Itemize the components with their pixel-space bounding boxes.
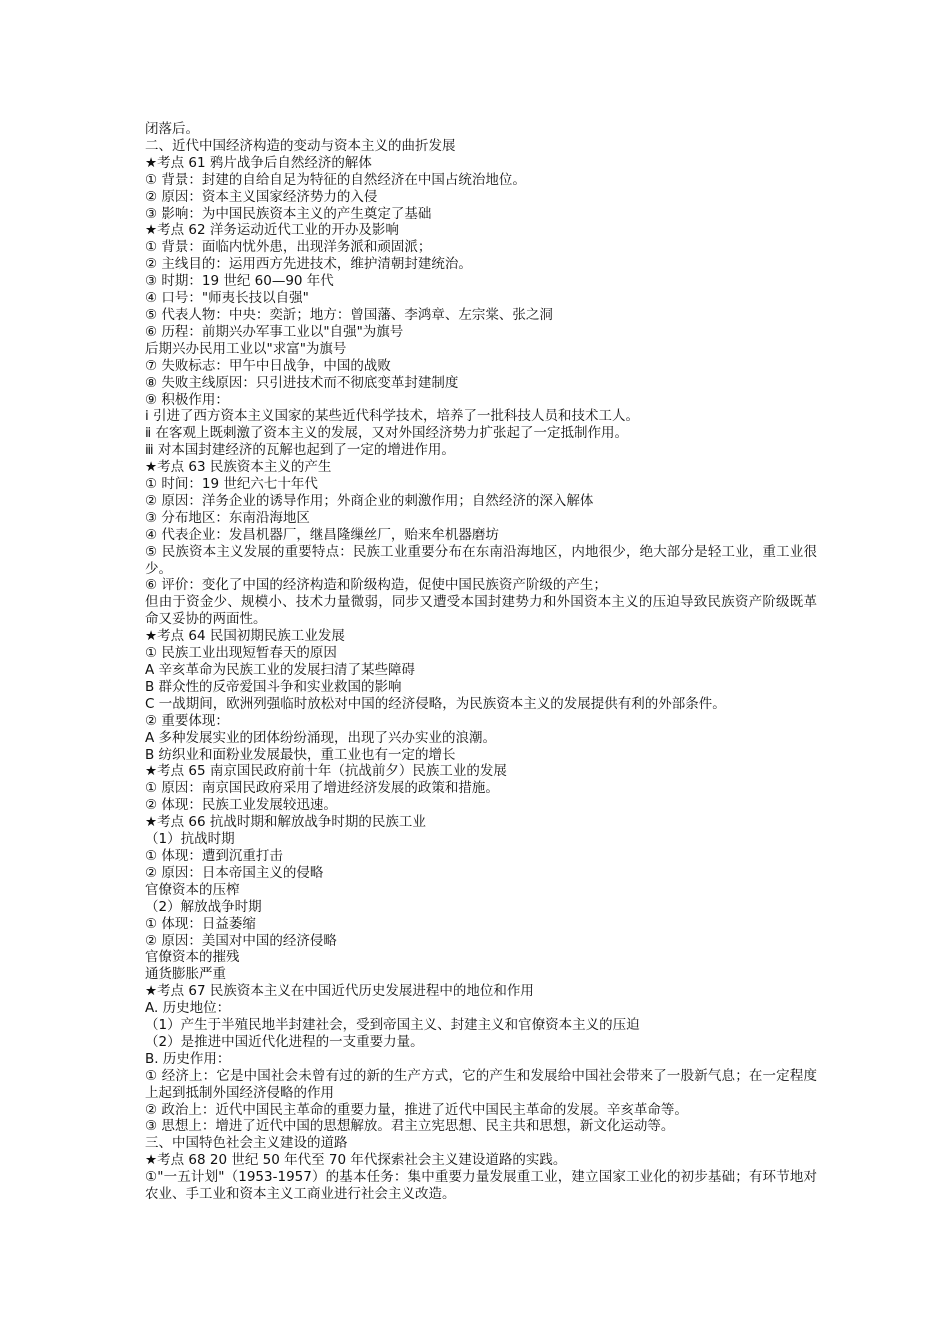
text-line: ① 民族工业出现短暂春天的原因 xyxy=(145,645,337,662)
topic-heading: ★考点 67 民族资本主义在中国近代历史发展进程中的地位和作用 xyxy=(145,983,534,1000)
text-line: ⑥ 历程：前期兴办军事工业以"自强"为旗号 xyxy=(145,323,404,340)
text-line: 官僚资本的摧残 xyxy=(145,949,240,966)
text-line: A 辛亥革命为民族工业的发展扫清了某些障碍 xyxy=(145,662,416,678)
text-line: ⅲ 对本国封建经济的瓦解也起到了一定的增进作用。 xyxy=(145,442,455,459)
topic-heading: ★考点 68 20 世纪 50 年代至 70 年代探索社会主义建设道路的实践。 xyxy=(145,1152,567,1169)
text-line: B 群众性的反帝爱国斗争和实业救国的影响 xyxy=(145,678,402,695)
text-line: ⑥ 评价：变化了中国的经济构造和阶级构造，促使中国民族资产阶级的产生； xyxy=(145,577,607,594)
topic-heading: ★考点 66 抗战时期和解放战争时期的民族工业 xyxy=(145,814,426,831)
topic-heading: ★考点 63 民族资本主义的产生 xyxy=(145,459,332,476)
topic-heading: ★考点 62 洋务运动近代工业的开办及影响 xyxy=(145,222,399,239)
text-line: 闭落后。 xyxy=(145,121,199,137)
text-line: ⅱ 在客观上既刺激了资本主义的发展，又对外国经济势力扩张起了一定抵制作用。 xyxy=(145,425,628,442)
text-line: ② 政治上：近代中国民主革命的重要力量，推进了近代中国民主革命的发展。辛亥革命等。 xyxy=(145,1101,688,1118)
text-line: ② 原因：美国对中国的经济侵略 xyxy=(145,932,337,949)
text-line: 官僚资本的压榨 xyxy=(145,881,240,898)
document-page xyxy=(145,121,817,1203)
text-line: ② 原因：日本帝国主义的侵略 xyxy=(145,864,324,881)
text-line: （1）抗战时期 xyxy=(145,831,235,848)
text-line: （2）解放战争时期 xyxy=(145,898,262,915)
text-paragraph: ① 经济上：它是中国社会未曾有过的新的生产方式，它的产生和发展给中国社会带来了一股新气息；在一定程度上起到抵制外国经济侵略的作用 xyxy=(145,1067,817,1101)
text-line: ③ 分布地区：东南沿海地区 xyxy=(145,509,310,526)
text-line: ③ 思想上：增进了近代中国的思想解放。君主立宪思想、民主共和思想，新文化运动等。 xyxy=(145,1118,675,1135)
text-line: ② 体现：民族工业发展较迅速。 xyxy=(145,797,337,814)
text-line: ① 时间：19 世纪六七十年代 xyxy=(145,476,318,493)
text-line: ⑤ 代表人物：中央：奕訢；地方：曾国藩、李鸿章、左宗棠、张之洞 xyxy=(145,306,553,323)
text-paragraph: ①"一五计划"（1953-1957）的基本任务：集中重要力量发展重工业，建立国家工业化的初步基础；有环节地对农业、手工业和资本主义工商业进行社会主义改造。 xyxy=(145,1169,817,1203)
text-line: ① 体现：日益萎缩 xyxy=(145,915,256,932)
text-line: ① 原因：南京国民政府采用了增进经济发展的政策和措施。 xyxy=(145,780,499,797)
text-line: ② 原因：资本主义国家经济势力的入侵 xyxy=(145,188,378,205)
text-line: ③ 影响：为中国民族资本主义的产生奠定了基础 xyxy=(145,205,432,222)
text-line: ⑧ 失败主线原因：只引进技术而不彻底变革封建制度 xyxy=(145,374,459,391)
text-line: B 纺织业和面粉业发展最快，重工业也有一定的增长 xyxy=(145,746,456,763)
text-line: A. 历史地位： xyxy=(145,1000,231,1017)
text-line: （2）是推进中国近代化进程的一支重要力量。 xyxy=(145,1033,424,1050)
section-heading: 三、中国特色社会主义建设的道路 xyxy=(145,1135,348,1152)
text-line: ⅰ 引进了西方资本主义国家的某些近代科学技术，培养了一批科技人员和技术工人。 xyxy=(145,408,640,425)
text-line: ① 体现：遭到沉重打击 xyxy=(145,847,283,864)
text-line: B. 历史作用： xyxy=(145,1050,231,1067)
text-line: ④ 代表企业：发昌机器厂，继昌隆缫丝厂，贻来牟机器磨坊 xyxy=(145,526,499,543)
text-paragraph: C 一战期间，欧洲列强临时放松对中国的经济侵略，为民族资本主义的发展提供有利的外部条件。 xyxy=(145,695,726,712)
text-line: 通货膨胀严重 xyxy=(145,966,226,983)
text-line: ⑨ 积极作用： xyxy=(145,391,229,408)
topic-heading: ★考点 64 民国初期民族工业发展 xyxy=(145,628,345,645)
text-paragraph: 但由于资金少、规模小、技术力量微弱，同步又遭受本国封建势力和外国资本主义的压迫导致民族资产阶级既革命又妥协的两面性。 xyxy=(145,594,817,628)
text-line: ② 重要体现： xyxy=(145,712,229,729)
text-line: ④ 口号："师夷长技以自强" xyxy=(145,290,309,307)
text-line: （1）产生于半殖民地半封建社会，受到帝国主义、封建主义和官僚资本主义的压迫 xyxy=(145,1017,640,1034)
text-paragraph: ⑤ 民族资本主义发展的重要特点：民族工业重要分布在东南沿海地区，内地很少，绝大部分是轻工业，重工业很少。 xyxy=(145,543,817,577)
text-line: ① 背景：封建的自给自足为特征的自然经济在中国占统治地位。 xyxy=(145,171,526,188)
text-line: ① 背景：面临内忧外患，出现洋务派和顽固派； xyxy=(145,239,432,256)
section-heading: 二、近代中国经济构造的变动与资本主义的曲折发展 xyxy=(145,137,456,154)
topic-heading: ★考点 65 南京国民政府前十年（抗战前夕）民族工业的发展 xyxy=(145,763,507,780)
text-line: ③ 时期：19 世纪 60—90 年代 xyxy=(145,273,334,290)
text-line: ⑦ 失败标志：甲午中日战争，中国的战败 xyxy=(145,357,391,374)
text-line: 后期兴办民用工业以"求富"为旗号 xyxy=(145,340,347,357)
text-line: ② 原因：洋务企业的诱导作用；外商企业的刺激作用；自然经济的深入解体 xyxy=(145,492,594,509)
text-line: ② 主线目的：运用西方先进技术，维护清朝封建统治。 xyxy=(145,256,472,273)
topic-heading: ★考点 61 鸦片战争后自然经济的解体 xyxy=(145,154,372,171)
text-line: A 多种发展实业的团体纷纷涌现，出现了兴办实业的浪潮。 xyxy=(145,729,497,746)
